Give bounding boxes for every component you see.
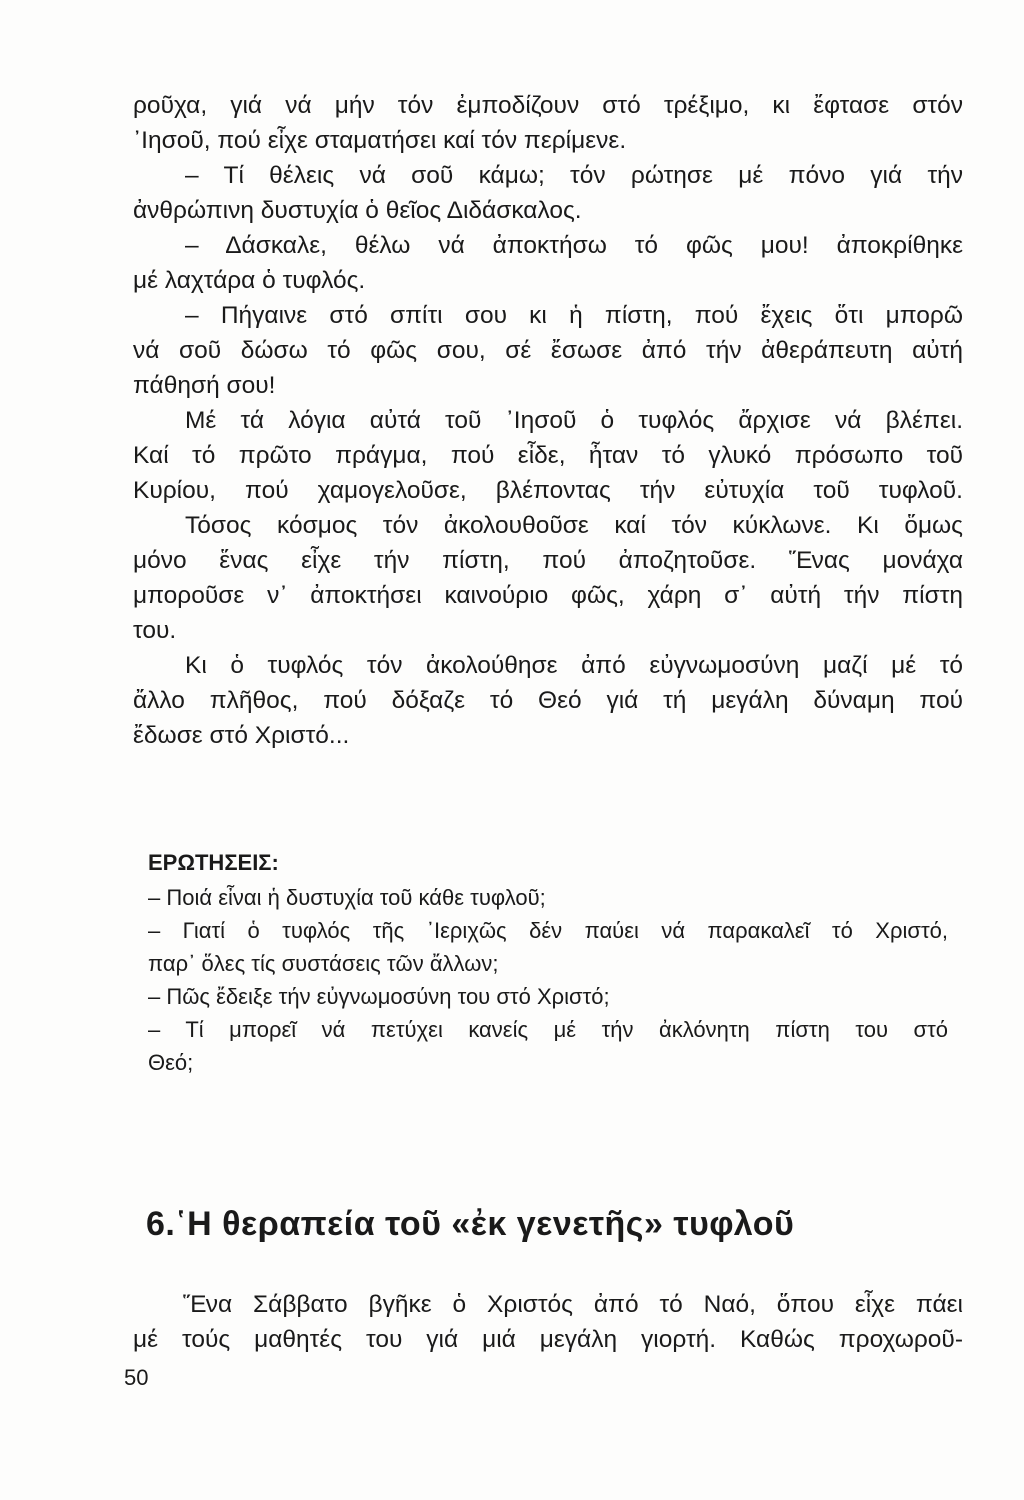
text-line: ἄλλο πλῆθος, πού δόξαζε τό Θεό γιά τή μεγάλη δύναμη πού xyxy=(133,687,963,714)
question-line: – Γιατί ὁ τυφλός τῆς ᾿Ιεριχῶς δέν παύει νά παρακαλεῖ τό Χριστό, xyxy=(148,918,948,943)
text-line: Τόσος κόσμος τόν ἀκολουθοῦσε καί τόν κύκλωνε. Κι ὅμως xyxy=(185,512,963,539)
text-line: – Πήγαινε στό σπίτι σου κι ἡ πίστη, πού ἔχεις ὅτι μπορῶ xyxy=(185,302,963,329)
text-line: – Δάσκαλε, θέλω νά ἀποκτήσω τό φῶς μου! ἀποκρίθηκε xyxy=(185,232,963,259)
text-line: ροῦχα, γιά νά μήν τόν ἐμποδίζουν στό τρέξιμο, κι ἔφτασε στόν xyxy=(133,92,963,119)
chapter-title: 6.῾Η θεραπεία τοῦ «ἐκ γενετῆς» τυφλοῦ xyxy=(146,1205,795,1243)
text-line: ἀνθρώπινη δυστυχία ὁ θεῖος Διδάσκαλος. xyxy=(133,197,582,224)
text-line: μόνο ἕνας εἶχε τήν πίστη, πού ἀποζητοῦσε. Ἕνας μονάχα xyxy=(133,547,963,574)
question-line: – Τί μπορεῖ νά πετύχει κανείς μέ τήν ἀκλόνητη πίστη του στό xyxy=(148,1017,948,1042)
questions-heading: ΕΡΩΤΗΣΕΙΣ: xyxy=(148,850,279,875)
chapter-text xyxy=(133,1287,963,1357)
question-line: – Ποιά εἶναι ἡ δυστυχία τοῦ κάθε τυφλοῦ; xyxy=(148,885,546,910)
question-line: – Πῶς ἔδειξε τήν εὐγνωμοσύνη του στό Χριστό; xyxy=(148,984,610,1009)
main-text xyxy=(133,88,963,753)
text-line: ᾿Ιησοῦ, πού εἶχε σταματήσει καί τόν περίμενε. xyxy=(133,127,627,154)
question-line: παρ᾿ ὅλες τίς συστάσεις τῶν ἄλλων; xyxy=(148,951,499,976)
text-line: μποροῦσε ν᾿ ἀποκτήσει καινούριο φῶς, χάρη σ᾿ αὐτή τήν πίστη xyxy=(133,582,963,609)
questions-section xyxy=(148,846,948,1079)
text-line: – Τί θέλεις νά σοῦ κάμω; τόν ρώτησε μέ πόνο γιά τήν xyxy=(185,162,963,189)
text-line: μέ λαχτάρα ὁ τυφλός. xyxy=(133,267,366,294)
text-line: μέ τούς μαθητές του γιά μιά μεγάλη γιορτή. Καθώς προχωροῦ- xyxy=(133,1326,963,1353)
question-line: Θεό; xyxy=(148,1050,194,1075)
text-line: πάθησή σου! xyxy=(133,372,276,399)
text-line: νά σοῦ δώσω τό φῶς σου, σέ ἔσωσε ἀπό τήν ἀθεράπευτη αὐτή xyxy=(133,337,963,364)
text-line: ἔδωσε στό Χριστό... xyxy=(133,722,350,749)
text-line: Κυρίου, πού χαμογελοῦσε, βλέποντας τήν εὐτυχία τοῦ τυφλοῦ. xyxy=(133,477,963,504)
text-line: Κι ὁ τυφλός τόν ἀκολούθησε ἀπό εὐγνωμοσύνη μαζί μέ τό xyxy=(185,652,963,679)
text-line: του. xyxy=(133,617,177,644)
text-line: Ἕνα Σάββατο βγῆκε ὁ Χριστός ἀπό τό Ναό, ὅπου εἶχε πάει xyxy=(183,1291,963,1318)
text-line: Καί τό πρῶτο πράγμα, πού εἶδε, ἦταν τό γλυκό πρόσωπο τοῦ xyxy=(133,442,963,469)
text-line: Μέ τά λόγια αὐτά τοῦ ᾿Ιησοῦ ὁ τυφλός ἄρχισε νά βλέπει. xyxy=(185,407,963,434)
page-number: 50 xyxy=(124,1365,149,1390)
